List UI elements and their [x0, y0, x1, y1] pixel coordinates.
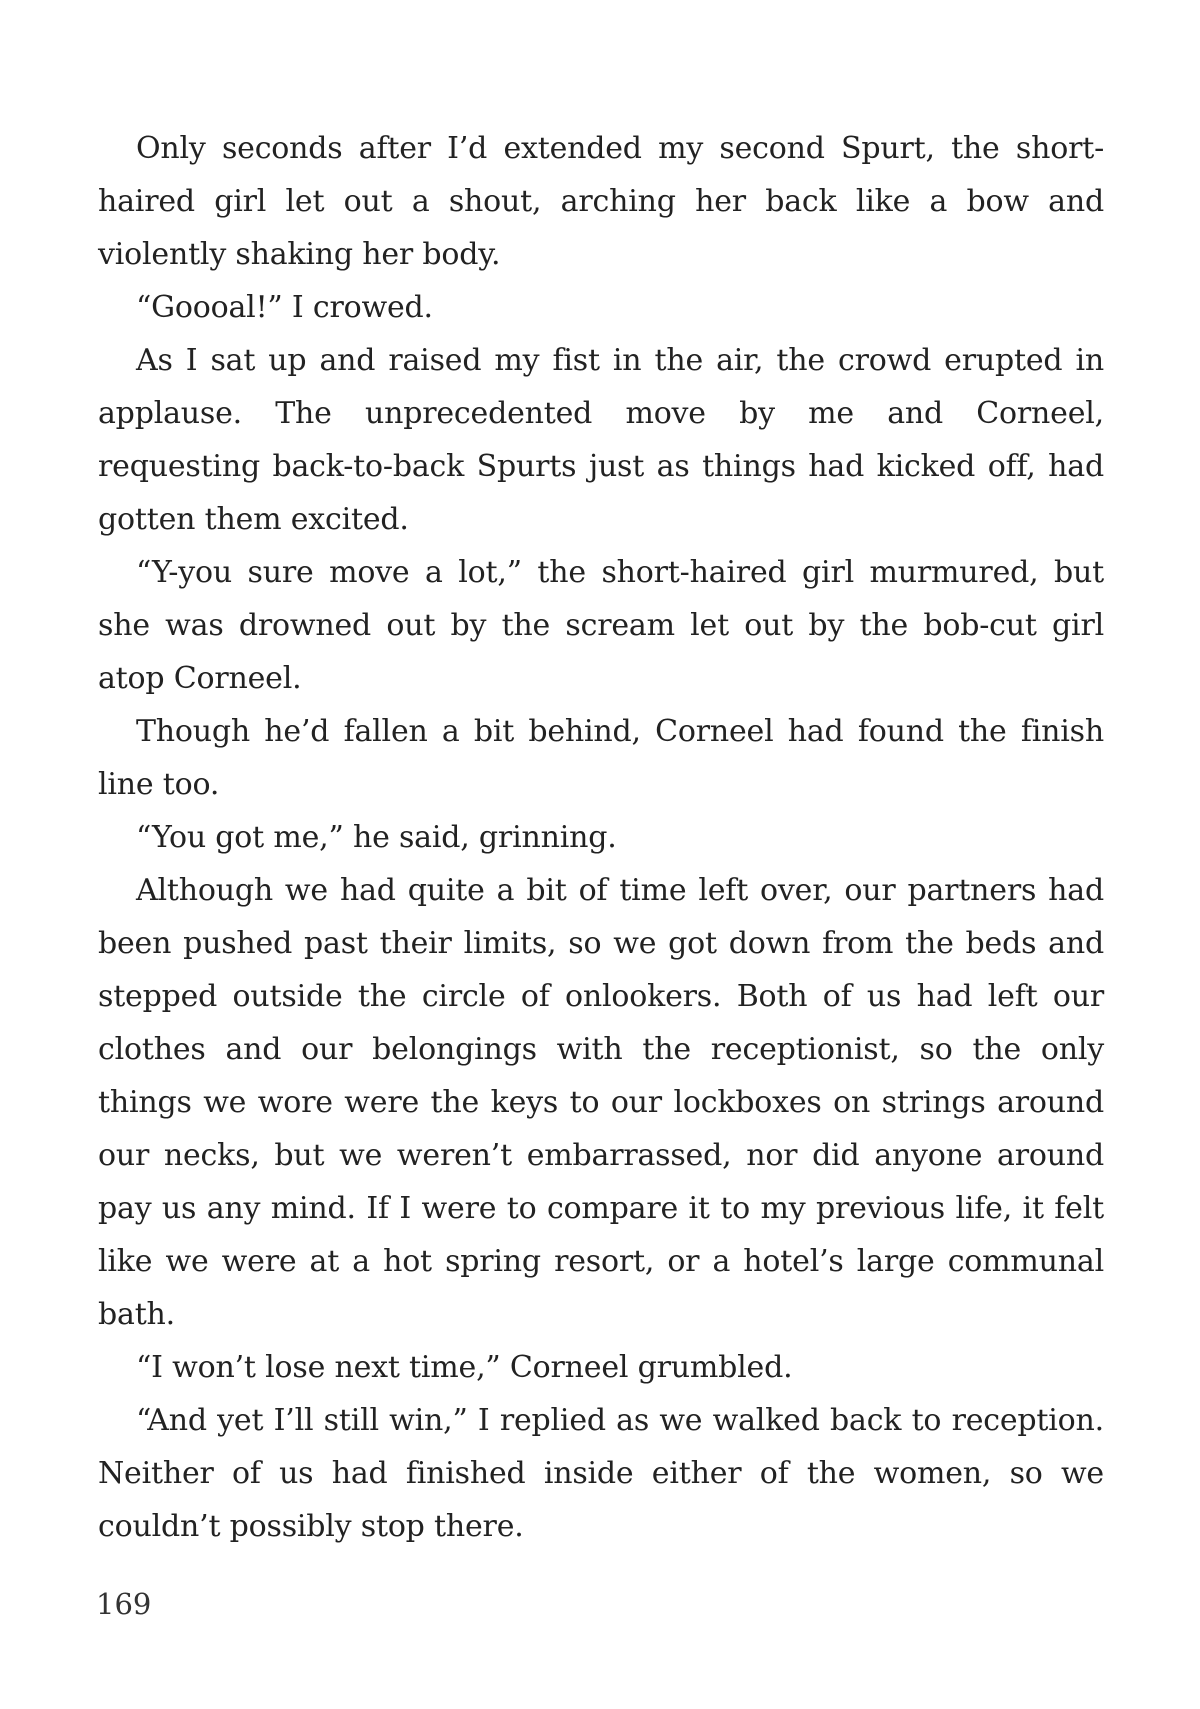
page-number: 169 [96, 1587, 152, 1621]
paragraph: As I sat up and raised my fist in the air, the crowd erupted in applause. The unprecedented move by me and Corneel, requesting back-to-back Spurts just as things had kicked off, had gotten them excited. [98, 343, 1104, 537]
paragraph: “Goooal!” I crowed. [136, 290, 433, 325]
paragraph: “Y-you sure move a lot,” the short-haired girl murmured, but she was drowned out by the scream let out by the bob-cut girl atop Corneel. [98, 555, 1104, 696]
paragraph: Although we had quite a bit of time left over, our partners had been pushed past their limits, so we got down from the beds and stepped outside the circle of onlookers. Both of us had left our clothes and our belongings with the receptionist, so the only things we wore were the keys to our lockboxes on strings around our necks, but we weren’t embarrassed, nor did anyone around pay us any mind. If I were to compare it to my previous life, it felt like we were at a hot spring resort, or a hotel’s large communal bath. [98, 873, 1104, 1332]
paragraph: “I won’t lose next time,” Corneel grumbled. [136, 1350, 793, 1385]
paragraph: Though he’d fallen a bit behind, Corneel had found the finish line too. [98, 714, 1104, 802]
paragraph: “And yet I’ll still win,” I replied as we walked back to reception. Neither of us had finished inside either of the women, so we couldn’t possibly stop there. [98, 1403, 1104, 1544]
paragraph: Only seconds after I’d extended my second Spurt, the short-haired girl let out a shout, arching her back like a bow and violently shaking her body. [98, 131, 1104, 272]
paragraph: “You got me,” he said, grinning. [136, 820, 617, 855]
body-text [98, 122, 1104, 1553]
